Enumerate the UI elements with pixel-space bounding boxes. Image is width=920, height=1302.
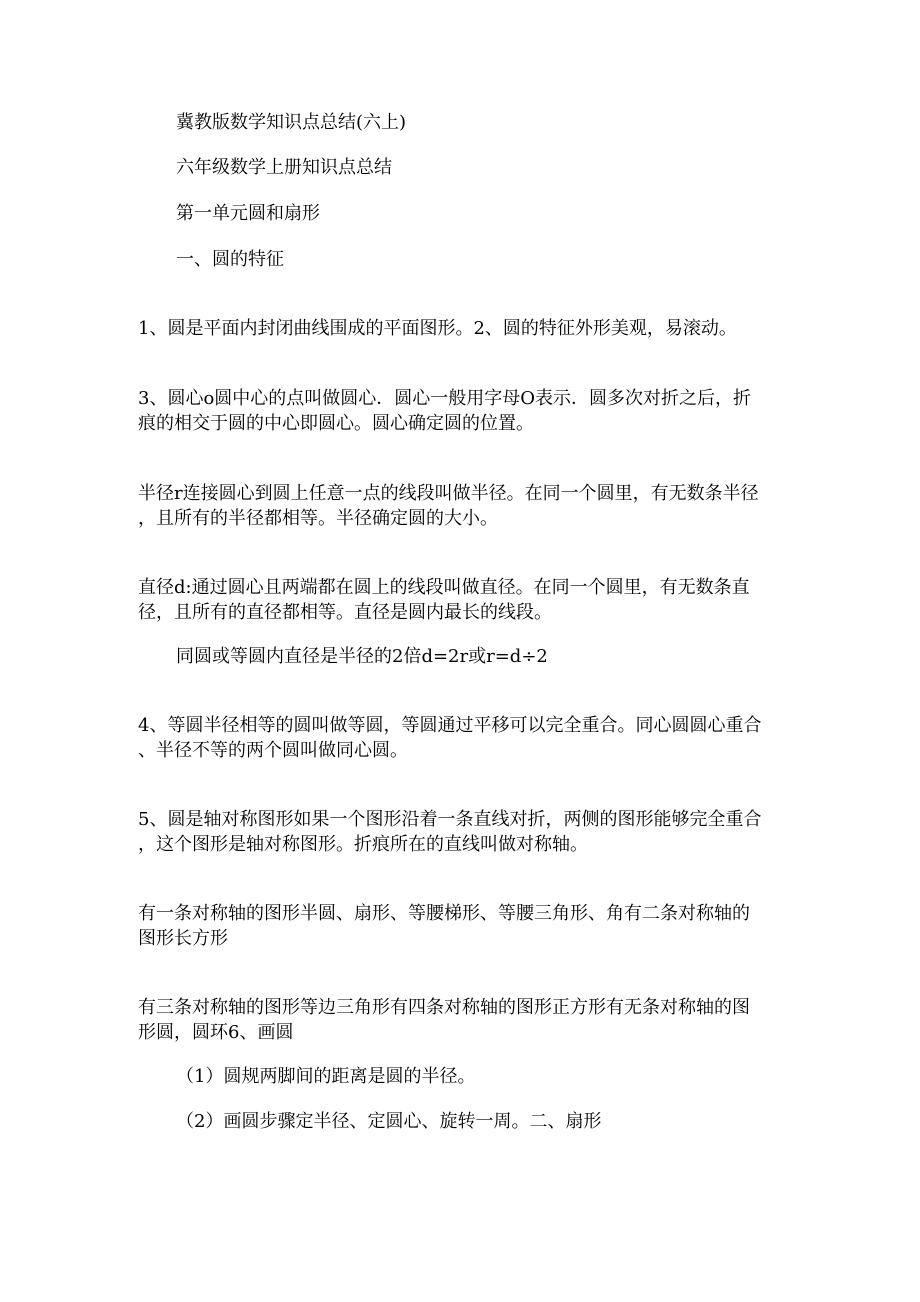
paragraph-4-line-1: 直径d:通过圆心且两端都在圆上的线段叫做直径。在同一个圆里，有无数条直: [138, 577, 750, 598]
paragraph-9-line-2: 形圆，圆环6、画圆: [138, 1022, 294, 1043]
document-subtitle: 六年级数学上册知识点总结: [176, 157, 392, 178]
document-title: 冀教版数学知识点总结(六上): [176, 112, 407, 133]
paragraph-3-line-1: 半径r连接圆心到圆上任意一点的线段叫做半径。在同一个圆里，有无数条半径: [138, 483, 759, 504]
paragraph-6-line-2: 、半径不等的两个圆叫做同心圆。: [138, 740, 408, 761]
paragraph-8-line-1: 有一条对称轴的图形半圆、扇形、等腰梯形、等腰三角形、角有二条对称轴的: [138, 903, 750, 924]
paragraph-11: （2）画圆步骤定半径、定圆心、旋转一周。二、扇形: [176, 1111, 602, 1132]
paragraph-10: （1）圆规两脚间的距离是圆的半径。: [176, 1066, 476, 1087]
paragraph-4-line-2: 径，且所有的直径都相等。直径是圆内最长的线段。: [138, 602, 552, 623]
paragraph-2-line-2: 痕的相交于圆的中心即圆心。圆心确定圆的位置。: [138, 413, 534, 434]
paragraph-9-line-1: 有三条对称轴的图形等边三角形有四条对称轴的图形正方形有无条对称轴的图: [138, 997, 750, 1018]
section-title: 一、圆的特征: [176, 249, 284, 270]
paragraph-5: 同圆或等圆内直径是半径的2倍d=2r或r=d÷2: [176, 646, 548, 667]
unit-title: 第一单元圆和扇形: [176, 203, 320, 224]
paragraph-8-line-2: 图形长方形: [138, 928, 228, 949]
paragraph-2-line-1: 3、圆心o圆中心的点叫做圆心．圆心一般用字母O表示．圆多次对折之后，折: [138, 388, 752, 409]
paragraph-7-line-2: ，这个图形是轴对称图形。折痕所在的直线叫做对称轴。: [138, 834, 588, 855]
paragraph-1: 1、圆是平面内封闭曲线围成的平面图形。2、圆的特征外形美观，易滚动。: [138, 318, 737, 339]
paragraph-3-line-2: ，且所有的半径都相等。半径确定圆的大小。: [138, 508, 498, 529]
paragraph-7-line-1: 5、圆是轴对称图形如果一个图形沿着一条直线对折，两侧的图形能够完全重合: [138, 809, 762, 830]
paragraph-6-line-1: 4、等圆半径相等的圆叫做等圆，等圆通过平移可以完全重合。同心圆圆心重合: [138, 715, 762, 736]
